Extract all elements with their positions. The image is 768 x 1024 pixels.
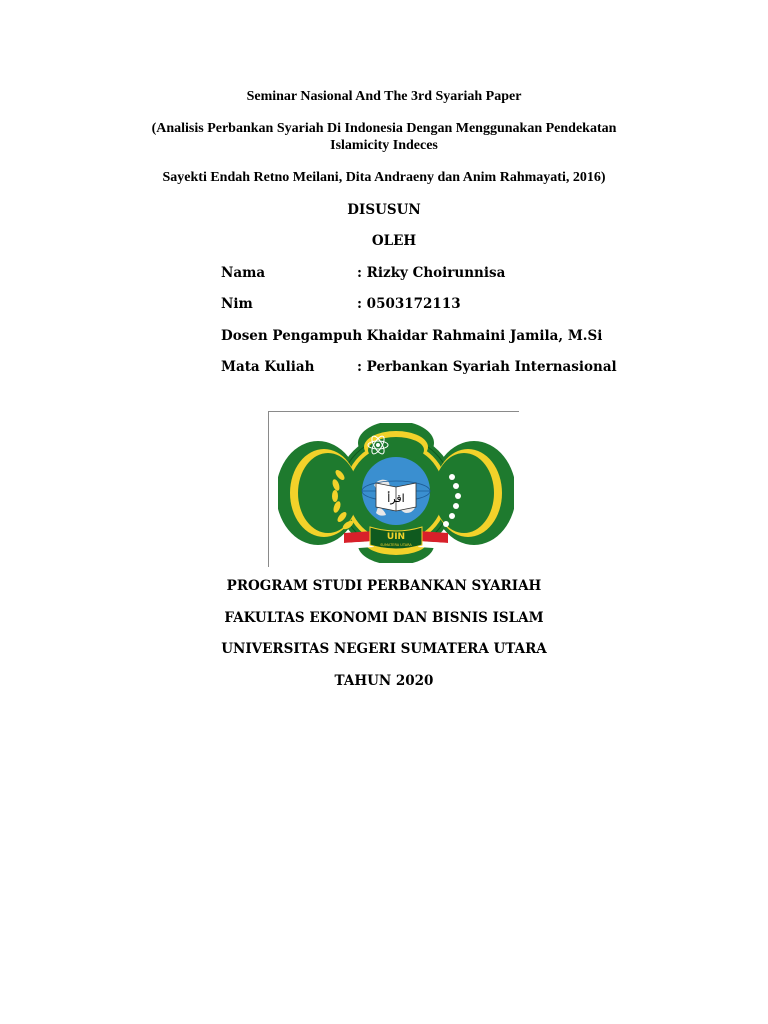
- nama-label: Nama: [221, 265, 266, 281]
- book-arabic-text: اقرأ: [387, 492, 405, 505]
- matkul-value: : Perbankan Syariah Internasional: [357, 359, 617, 375]
- footer-universitas: UNIVERSITAS NEGERI SUMATERA UTARA: [221, 641, 547, 657]
- document-authors: Sayekti Endah Retno Meilani, Dita Andraeny dan Anim Rahmayati, 2016): [162, 170, 606, 185]
- footer-fakultas: FAKULTAS EKONOMI DAN BISNIS ISLAM: [224, 610, 544, 626]
- oleh-heading: OLEH: [371, 233, 417, 249]
- document-subtitle-line1: (Analisis Perbankan Syariah Di Indonesia Dengan Menggunakan Pendekatan: [151, 121, 617, 136]
- dosen-label: Dosen Pengampuh: [221, 328, 363, 344]
- document-title: Seminar Nasional And The 3rd Syariah Paper: [246, 89, 522, 104]
- banner-uin-text: UIN: [386, 532, 406, 542]
- frame-top-border: [268, 411, 519, 412]
- nama-value: : Rizky Choirunnisa: [357, 265, 506, 281]
- open-book-icon: [376, 483, 416, 511]
- footer-tahun: TAHUN 2020: [334, 673, 434, 689]
- nim-value: : 0503172113: [357, 296, 461, 312]
- logo-frame: [268, 411, 520, 567]
- document-subtitle-line2: Islamicity Indeces: [330, 138, 438, 153]
- uin-logo-emblem: [278, 423, 514, 563]
- matkul-label: Mata Kuliah: [221, 359, 315, 375]
- footer-program: PROGRAM STUDI PERBANKAN SYARIAH: [226, 578, 542, 594]
- frame-left-border: [268, 411, 269, 567]
- dosen-value: : Khaidar Rahmaini Jamila, M.Si: [357, 328, 603, 344]
- disusun-heading: DISUSUN: [347, 202, 421, 218]
- banner-subtext: SUMATERA UTARA: [380, 543, 412, 547]
- nim-label: Nim: [221, 296, 253, 312]
